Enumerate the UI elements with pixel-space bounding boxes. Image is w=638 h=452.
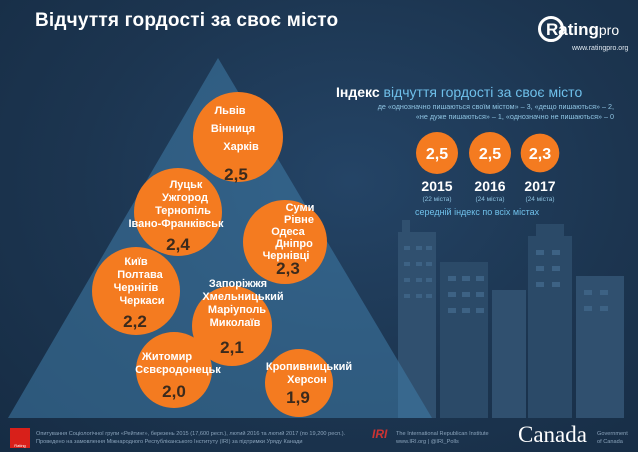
logo-brand-suffix: pro bbox=[598, 22, 620, 38]
city-name-label: Кропивницький bbox=[265, 361, 353, 373]
city-name-label: Івано-Франківськ bbox=[128, 218, 224, 230]
city-name-label: Дніпро bbox=[275, 238, 313, 250]
index-note-label: (22 міста) bbox=[422, 196, 452, 203]
index-note-label: (24 міста) bbox=[475, 196, 505, 203]
city-name-label: Київ bbox=[124, 256, 148, 268]
city-name-label: Львів bbox=[214, 105, 246, 117]
index-year-label: 2017 bbox=[524, 178, 556, 194]
index-subtitle-line2: «не дуже пишаються» – 1, «однозначно не пишаються» – 0 bbox=[415, 112, 614, 121]
footer-gov-line2: of Canada bbox=[597, 439, 623, 445]
city-name-label: Харків bbox=[223, 141, 259, 153]
city-name-label: Суми bbox=[285, 202, 315, 214]
city-name-label: Одеса bbox=[271, 226, 305, 238]
index-title-part2: відчуття гордості за своє місто bbox=[383, 84, 583, 100]
footer-iri bbox=[396, 430, 511, 446]
index-value-label: 2,5 bbox=[478, 146, 502, 163]
city-group-bubble bbox=[243, 200, 327, 284]
city-name-label: Рівне bbox=[284, 214, 314, 226]
city-name-label: Чернівці bbox=[262, 250, 310, 262]
city-name-label: Маріуполь bbox=[207, 304, 267, 316]
skyline-buildings bbox=[398, 220, 624, 418]
city-name-label: Луцьк bbox=[169, 179, 203, 191]
footer-iri-line1: The International Republican Institute bbox=[396, 431, 489, 437]
index-year-bubble bbox=[469, 132, 511, 203]
index-year-label: 2016 bbox=[474, 178, 506, 194]
group-value-label: 2,3 bbox=[276, 259, 300, 278]
city-name-label: Херсон bbox=[287, 374, 327, 386]
group-value-label: 2,5 bbox=[224, 165, 248, 184]
city-name-label: Полтава bbox=[117, 269, 163, 281]
index-subtitle bbox=[318, 102, 614, 122]
city-name-label: Тернопіль bbox=[155, 205, 211, 217]
index-title-part1: Індекс bbox=[336, 84, 380, 100]
index-title bbox=[336, 84, 582, 100]
footer-source-line1: Опитування Соціологічної групи «Рейтинг», березень 2015 (17,600 респ.), лютий 2016 та лютий 2017 (по 19,200 респ.). bbox=[36, 431, 346, 437]
city-name-label: Чернігів bbox=[113, 282, 159, 294]
group-value-label: 2,0 bbox=[162, 382, 186, 401]
footer-source-line2: Проведено на замовлення Міжнародного Республіканського Інституту (IRI) за підтримки Уряду Канади bbox=[36, 439, 303, 445]
city-group-bubble bbox=[92, 247, 180, 335]
index-caption: середній індекс по всіх містах bbox=[415, 207, 540, 217]
group-value-label: 2,4 bbox=[166, 235, 190, 254]
canada-wordmark: Canada bbox=[518, 422, 587, 447]
index-year-bubble bbox=[521, 134, 560, 203]
index-value-label: 2,3 bbox=[528, 146, 552, 163]
city-name-label: Черкаси bbox=[119, 295, 165, 307]
rating-footer-logo: Rating bbox=[10, 428, 30, 448]
group-value-label: 2,1 bbox=[220, 338, 244, 357]
group-value-label: 2,2 bbox=[123, 312, 147, 331]
index-value-label: 2,5 bbox=[425, 146, 449, 163]
city-name-label: Сєвєродонецьк bbox=[135, 364, 221, 376]
city-name-label: Миколаїв bbox=[209, 317, 261, 329]
logo-url: www.ratingpro.org bbox=[572, 45, 629, 52]
city-name-label: Запоріжжя bbox=[208, 278, 268, 290]
footer-gov-line1: Government bbox=[597, 431, 628, 437]
city-name-label: Вінниця bbox=[210, 123, 256, 135]
logo-brand: Rating bbox=[546, 20, 599, 39]
city-name-label: Хмельницький bbox=[202, 291, 284, 303]
footer-source bbox=[36, 430, 366, 446]
city-name-label: Ужгород bbox=[162, 192, 208, 204]
footer-government bbox=[597, 430, 628, 446]
index-note-label: (24 міста) bbox=[525, 196, 555, 203]
footer-iri-line2: www.IRI.org | @IRI_Polls bbox=[396, 439, 459, 445]
page-title: Відчуття гордості за своє місто bbox=[35, 10, 339, 31]
index-year-bubble bbox=[416, 132, 458, 203]
index-year-label: 2015 bbox=[421, 178, 453, 194]
index-subtitle-line1: де «однозначно пишаються своїм містом» – 3, «дещо пишаються» – 2, bbox=[377, 102, 614, 111]
footer bbox=[0, 418, 638, 452]
iri-logo: IRI bbox=[372, 427, 388, 441]
city-name-label: Житомир bbox=[141, 351, 193, 363]
group-value-label: 1,9 bbox=[286, 388, 310, 407]
